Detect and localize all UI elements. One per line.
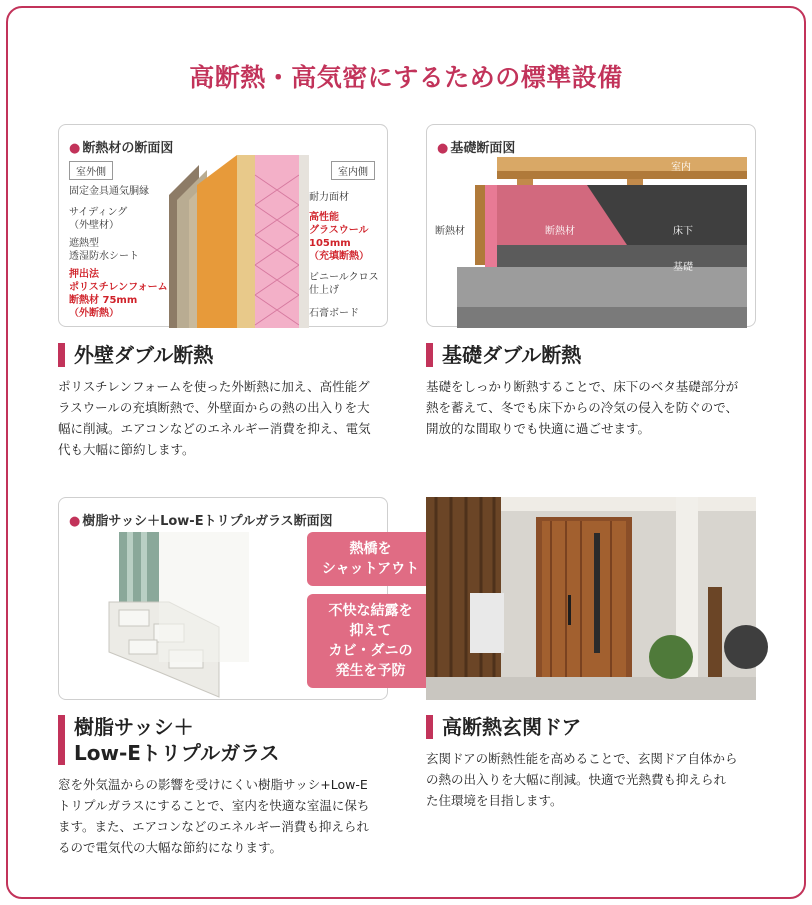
label-board: 耐力面材 <box>309 192 349 203</box>
callout-condensation-line: 発生を予防 <box>335 663 406 679</box>
label-siding-sub: （外壁材） <box>69 220 119 231</box>
label-siding: サイディング <box>69 207 128 218</box>
label-insulation-left: 断熱材 <box>435 226 465 237</box>
bullet-icon: ● <box>69 514 81 529</box>
tag-inside: 室内側 <box>331 161 375 180</box>
entrance-door-illustration <box>426 497 756 700</box>
sash-section-diagram <box>58 497 420 700</box>
foundation-heading: 基礎ダブル断熱 <box>426 342 581 368</box>
callout-condensation-line: カビ・ダニの <box>328 643 413 659</box>
label-room: 室内 <box>671 162 691 173</box>
callout-heat-bridge-line: シャットアウト <box>321 561 420 577</box>
sash-diagram-title <box>69 510 333 529</box>
sash-heading <box>58 714 280 766</box>
bullet-icon: ● <box>69 141 81 156</box>
foundation-text-line: 開放的な間取りでも快適に過ごせます。 <box>426 421 651 436</box>
sash-text-line: るので電気代の大幅な節約になります。 <box>58 840 283 855</box>
label-foam-1: 押出法 <box>69 269 99 280</box>
door-heading: 高断熱玄関ドア <box>426 714 581 740</box>
label-base: 基礎 <box>673 262 693 273</box>
page-title: 高断熱・高気密にするための標準設備 <box>189 63 623 92</box>
wall-diagram-title <box>69 137 173 156</box>
sash-heading-line: 樹脂サッシ＋ <box>74 715 194 739</box>
wall-text-line: 代も大幅に節約します。 <box>58 442 195 457</box>
callout-condensation-line: 不快な結露を <box>328 603 413 619</box>
label-wool-4: （充填断熱） <box>309 251 369 262</box>
wall-diagram-title-text: 断熱材の断面図 <box>82 141 174 156</box>
door-text-line: の熱の出入りを大幅に削減。快適で光熱費も抑えられ <box>426 772 727 787</box>
label-sheet-2: 透湿防水シート <box>69 251 139 262</box>
wall-text-line: 幅に削減。エアコンなどのエネルギー消費を抑え、電気 <box>58 421 371 436</box>
door-text-line: た住環境を目指します。 <box>426 793 563 808</box>
label-floor: 床下 <box>673 226 693 237</box>
foundation-text <box>426 376 766 439</box>
label-fixing-bracket: 固定金具通気胴縁 <box>69 186 149 197</box>
sash-text-line: ます。また、エアコンなどのエネルギー消費も抑えられ <box>58 819 369 834</box>
label-foam-3: 断熱材 75mm <box>69 295 138 306</box>
wall-text-line: ラスウールの充填断熱で、外壁面からの熱の出入りを大 <box>58 400 370 415</box>
wall-layers-illustration <box>159 155 309 328</box>
label-wool-1: 高性能 <box>309 212 339 223</box>
callout-heat-bridge <box>307 532 434 586</box>
foundation-text-line: 基礎をしっかり断熱することで、床下のベタ基礎部分が <box>426 379 739 394</box>
label-vinyl: ビニールクロス <box>309 272 379 283</box>
callout-condensation-line: 抑えて <box>349 623 392 639</box>
sash-heading-line: Low-Eトリプルガラス <box>74 741 280 765</box>
callout-heat-bridge-line: 熱橋を <box>349 541 392 557</box>
door-text-line: 玄関ドアの断熱性能を高めることで、玄関ドア自体から <box>426 751 738 766</box>
sash-illustration <box>99 532 269 697</box>
label-finish: 仕上げ <box>309 285 339 296</box>
foundation-section-diagram <box>426 124 756 327</box>
callout-condensation <box>307 594 434 688</box>
foundation-illustration <box>457 155 747 328</box>
label-sheet-1: 遮熱型 <box>69 238 99 249</box>
sash-text-line: 窓を外気温からの影響を受けにくい樹脂サッシ+Low-E <box>58 777 368 792</box>
sash-diagram-title-text: 樹脂サッシ＋Low-Eトリプルガラス断面図 <box>82 514 333 529</box>
door-text <box>426 748 766 811</box>
label-gypsum: 石膏ボード <box>309 308 359 319</box>
wall-text <box>58 376 398 460</box>
foundation-text-line: 熱を蓄えて、冬でも床下からの冷気の侵入を防ぐので、 <box>426 400 739 415</box>
sash-text <box>58 774 398 858</box>
wall-section-diagram <box>58 124 388 327</box>
foundation-diagram-title-text: 基礎断面図 <box>450 141 516 156</box>
label-wool-3: 105mm <box>309 238 351 249</box>
wall-text-line: ポリスチレンフォームを使った外断熱に加え、高性能グ <box>58 379 370 394</box>
bullet-icon: ● <box>437 141 449 156</box>
label-wool-2: グラスウール <box>309 225 369 236</box>
foundation-diagram-title <box>437 137 515 156</box>
label-foam-2: ポリスチレンフォーム <box>69 282 168 293</box>
entrance-door-photo <box>426 497 756 700</box>
label-insulation-inner: 断熱材 <box>545 226 575 237</box>
sash-text-line: トリプルガラスにすることで、室内を快適な室温に保ち <box>58 798 370 813</box>
tag-outside: 室外側 <box>69 161 113 180</box>
wall-heading: 外壁ダブル断熱 <box>58 342 213 368</box>
label-foam-4: （外断熱） <box>69 308 119 319</box>
